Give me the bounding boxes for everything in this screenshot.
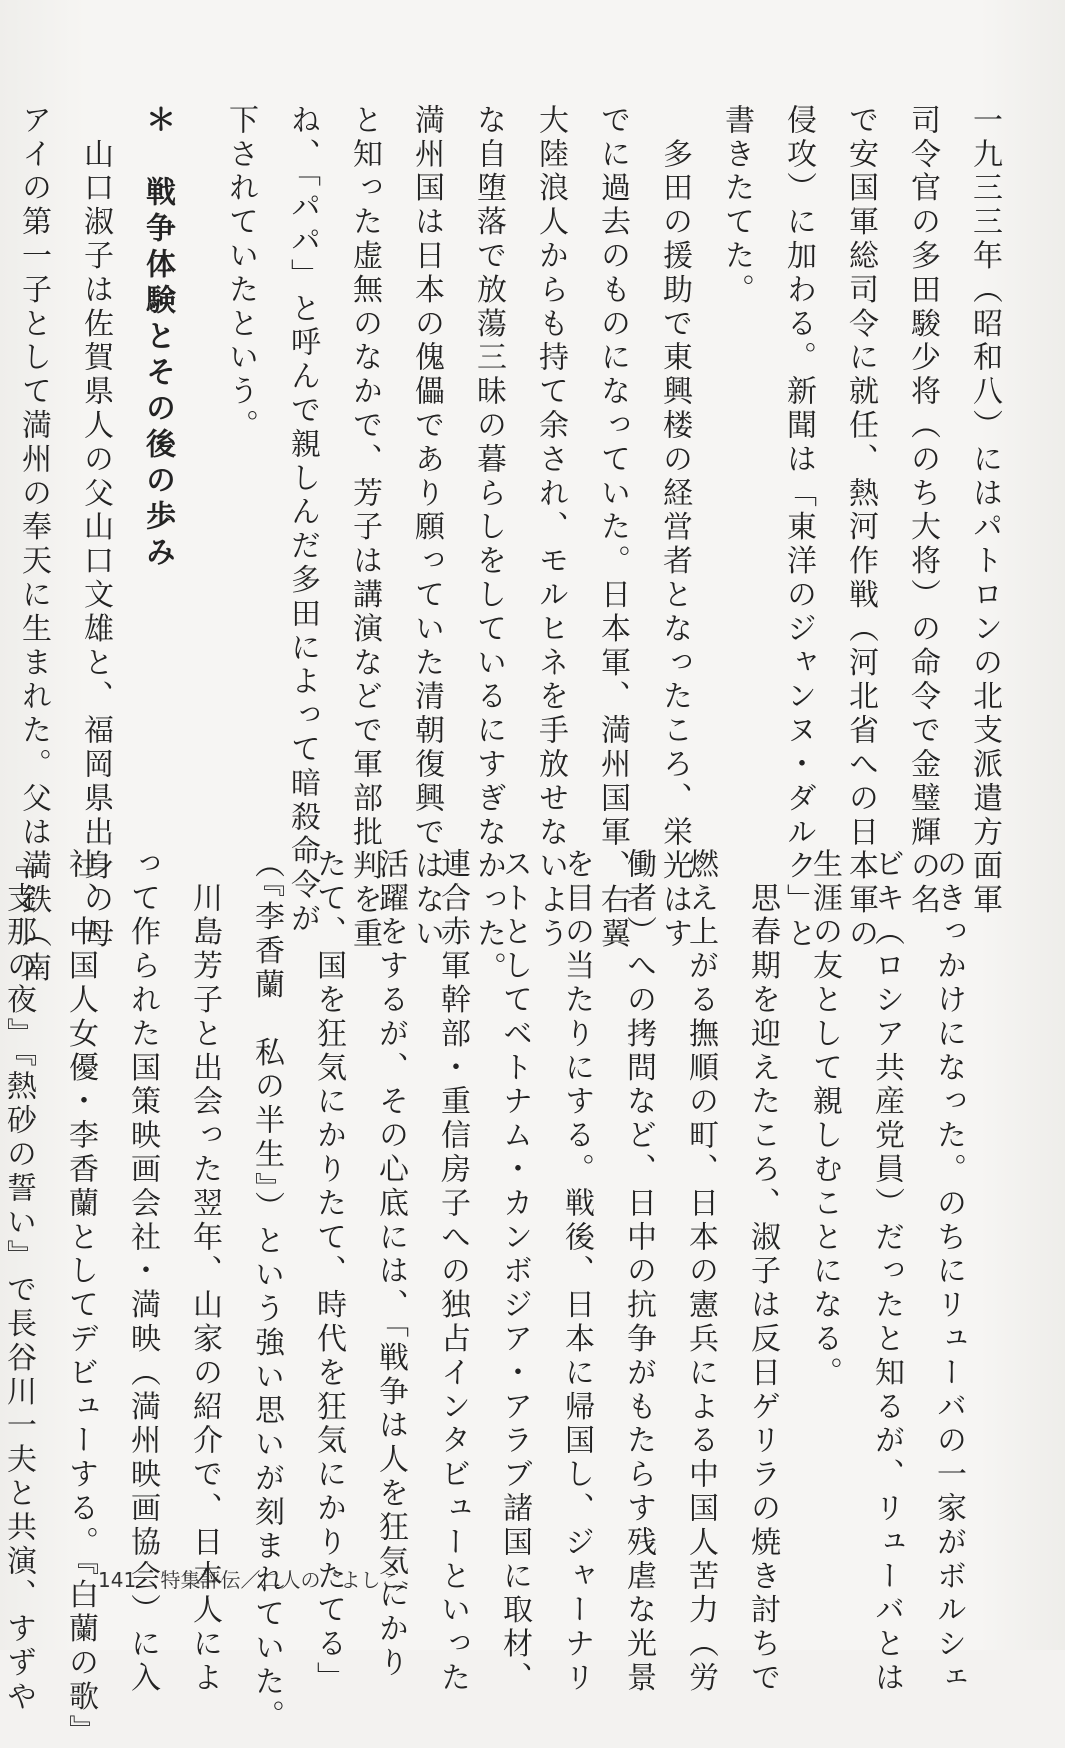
text-column: 下されていたという。	[223, 104, 258, 443]
text-column: 活躍をするが、その心底には、「戦争は人を狂気にかり	[373, 848, 408, 1681]
text-column: のきっかけになった。のちにリューバの一家がボルシェ	[931, 848, 966, 1696]
text-column: 働者）への拷問など、日中の抗争がもたらす残虐な光景	[621, 848, 656, 1696]
text-column: 社、中国人女優・李香蘭としてデビューする。『白蘭の歌』	[63, 848, 98, 1748]
text-column: でに過去のものになっていた。日本軍、満州国軍、右翼	[595, 104, 630, 952]
text-column: ストとしてベトナム・カンボジア・アラブ諸国に取材、	[497, 848, 532, 1696]
text-column: 司令官の多田駿少将（のち大将）の命令で金璧輝の名	[905, 104, 940, 918]
running-title: 特集評伝／二人の〝よしこ〟	[160, 1568, 421, 1592]
text-column: 一九三三年（昭和八）にはパトロンの北支派遣方面軍	[967, 104, 1002, 918]
text-column: を目の当たりにする。戦後、日本に帰国し、ジャーナリ	[559, 848, 594, 1696]
text-column: と知った虚無のなかで、芳子は講演などで軍部批判を重	[347, 104, 382, 952]
text-column: 連合赤軍幹部・重信房子への独占インタビューといった	[435, 848, 470, 1696]
text-column: 生涯の友として親しむことになる。	[807, 848, 842, 1391]
text-column: 書きたてた。	[719, 104, 754, 308]
text-column: 燃え上がる撫順の町、日本の憲兵による中国人苦力（労	[683, 848, 718, 1696]
text-column: ビキ（ロシア共産党員）だったと知るが、リューバとは	[869, 848, 904, 1696]
text-column: で安国軍総司令に就任、熱河作戦（河北省への日本軍の	[843, 104, 878, 952]
text-column: な自堕落で放蕩三昧の暮らしをしているにすぎなかった。	[471, 104, 506, 986]
section-heading: ＊ 戦争体験とその後の歩み	[140, 104, 175, 572]
text-column: 満州国は日本の傀儡であり願っていた清朝復興ではない	[409, 104, 444, 952]
text-column: 川島芳子と出会った翌年、山家の紹介で、日本人によ	[187, 848, 222, 1696]
upper-text-block	[16, 104, 1005, 986]
text-column: 侵攻）に加わる。新聞は「東洋のジャンヌ・ダルク」と	[781, 104, 816, 952]
text-column: 思春期を迎えたころ、淑子は反日ゲリラの焼き討ちで	[745, 848, 780, 1696]
text-column: （『李香蘭 私の半生』）という強い思いが刻まれていた。	[249, 848, 284, 1734]
text-column: 多田の援助で東興楼の経営者となったころ、栄光はす	[657, 104, 692, 952]
text-column: 『支那の夜』『熱砂の誓い』で長谷川一夫と共演、すずや	[1, 848, 36, 1715]
text-column: って作られた国策映画会社・満映（満州映画協会）に入	[125, 848, 160, 1696]
text-column: ね、「パパ」と呼んで親しんだ多田によって暗殺命令が	[285, 104, 320, 937]
text-column: 山口淑子は佐賀県人の父山口文雄と、福岡県出身の母	[78, 104, 113, 952]
page-number: 141	[98, 1568, 137, 1592]
text-column: 大陸浪人からも持て余され、モルヒネを手放せないよう	[533, 104, 568, 952]
text-column: たて、国を狂気にかりたて、時代を狂気にかりたてる」	[311, 848, 346, 1696]
page-footer	[98, 1564, 421, 1593]
text-column: アイの第一子として満州の奉天に生まれた。父は満鉄（南	[16, 104, 51, 986]
